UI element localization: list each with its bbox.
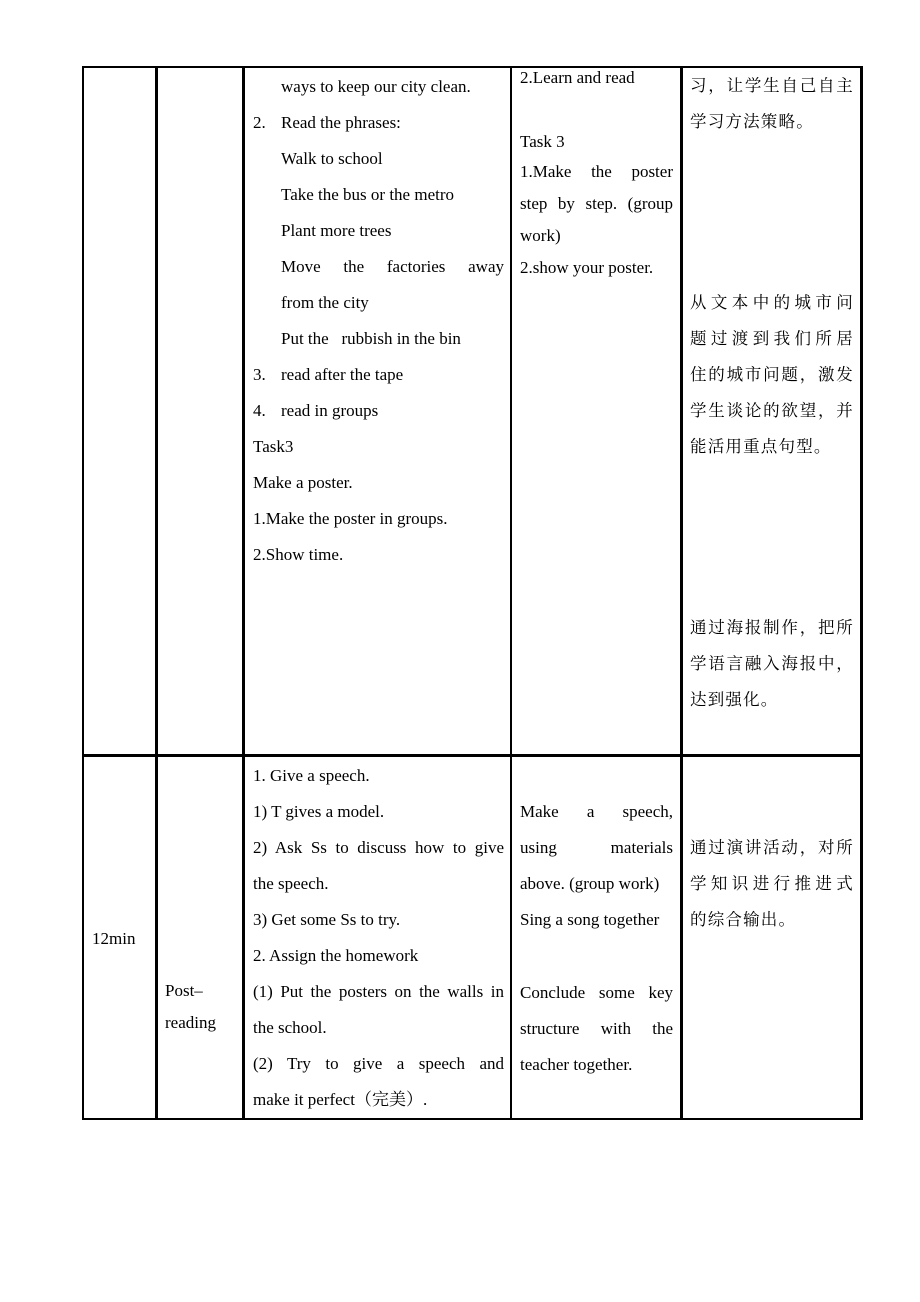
procedure-line: the school. — [253, 1018, 327, 1037]
row-divider — [82, 754, 863, 757]
procedure-line: Walk to school — [281, 149, 383, 168]
activity-line: 2.show your poster. — [520, 258, 654, 277]
purpose-line: 从文本中的城市问 — [690, 293, 854, 312]
procedure-line: Make a poster. — [253, 473, 353, 492]
purpose-line: 题过渡到我们所居 — [690, 329, 854, 348]
activity-line: above. (group work) — [520, 874, 660, 893]
procedure-line: Move the factories away — [281, 257, 504, 276]
procedure-line: Plant more trees — [281, 221, 392, 240]
purpose-line: 通过演讲活动，对所 — [690, 838, 854, 857]
procedure-line: from the city — [281, 293, 369, 312]
time-value: 12min — [92, 929, 136, 948]
purpose-line: 住的城市问题，激发 — [690, 365, 854, 384]
procedure-line: ways to keep our city clean. — [281, 77, 471, 96]
purpose-line: 学生谈论的欲望，并 — [690, 401, 854, 420]
stage-label: Post– — [165, 981, 203, 1000]
purpose-line: 通过海报制作，把所 — [690, 618, 854, 637]
activity-line: Conclude some key — [520, 983, 673, 1002]
procedure-line: 1) T gives a model. — [253, 802, 385, 821]
activity-line: using materials — [520, 838, 673, 857]
column-divider — [680, 66, 683, 1120]
activity-line: 2.Learn and read — [520, 68, 635, 87]
table-bottom-border — [82, 1118, 863, 1120]
procedure-line: 3. read after the tape — [253, 365, 404, 384]
purpose-line: 达到强化。 — [690, 690, 779, 709]
procedure-line: Put the rubbish in the bin — [281, 329, 461, 348]
stage-label: reading — [165, 1013, 216, 1032]
procedure-line: make it perfect（完美）. — [253, 1090, 428, 1109]
purpose-line: 习，让学生自己自主 — [690, 76, 854, 95]
table-right-border — [860, 66, 863, 1120]
procedure-line: 2) Ask Ss to discuss how to give — [253, 838, 504, 857]
purpose-line: 学习方法策略。 — [690, 112, 814, 131]
activity-line: structure with the — [520, 1019, 673, 1038]
column-divider — [155, 66, 158, 1120]
purpose-line: 能活用重点句型。 — [690, 437, 832, 456]
activity-line: work) — [520, 226, 561, 245]
table-left-border — [82, 66, 84, 1120]
row2-time-cell — [92, 921, 135, 957]
activity-line: Sing a song together — [520, 910, 660, 929]
activity-line: Task 3 — [520, 132, 565, 151]
procedure-line: 2. Read the phrases: — [253, 113, 401, 132]
procedure-line: (2) Try to give a speech and — [253, 1054, 504, 1073]
column-divider — [242, 66, 245, 1120]
procedure-line: the speech. — [253, 874, 329, 893]
procedure-line: 2. Assign the homework — [253, 946, 419, 965]
procedure-line: 1. Give a speech. — [253, 766, 370, 785]
activity-line: step by step. (group — [520, 194, 673, 213]
row2-procedure-cell — [253, 758, 504, 1118]
procedure-line: 2.Show time. — [253, 545, 344, 564]
row2-stage-cell — [165, 975, 216, 1039]
column-divider — [510, 66, 512, 1120]
procedure-line: 3) Get some Ss to try. — [253, 910, 401, 929]
row2-purpose-cell — [690, 830, 854, 938]
activity-line: teacher together. — [520, 1055, 633, 1074]
activity-line: 1.Make the poster — [520, 162, 673, 181]
procedure-line: Task3 — [253, 437, 294, 456]
procedure-line: 1.Make the poster in groups. — [253, 509, 448, 528]
purpose-line: 的综合输出。 — [690, 910, 797, 929]
procedure-line: 4. read in groups — [253, 401, 379, 420]
procedure-line: Take the bus or the metro — [281, 185, 455, 204]
purpose-line: 学语言融入海报中， — [690, 654, 854, 673]
procedure-line: (1) Put the posters on the walls in — [253, 982, 504, 1001]
row1-procedure-cell — [253, 69, 504, 573]
purpose-line: 学知识进行推进式 — [690, 874, 854, 893]
activity-line: Make a speech, — [520, 802, 673, 821]
